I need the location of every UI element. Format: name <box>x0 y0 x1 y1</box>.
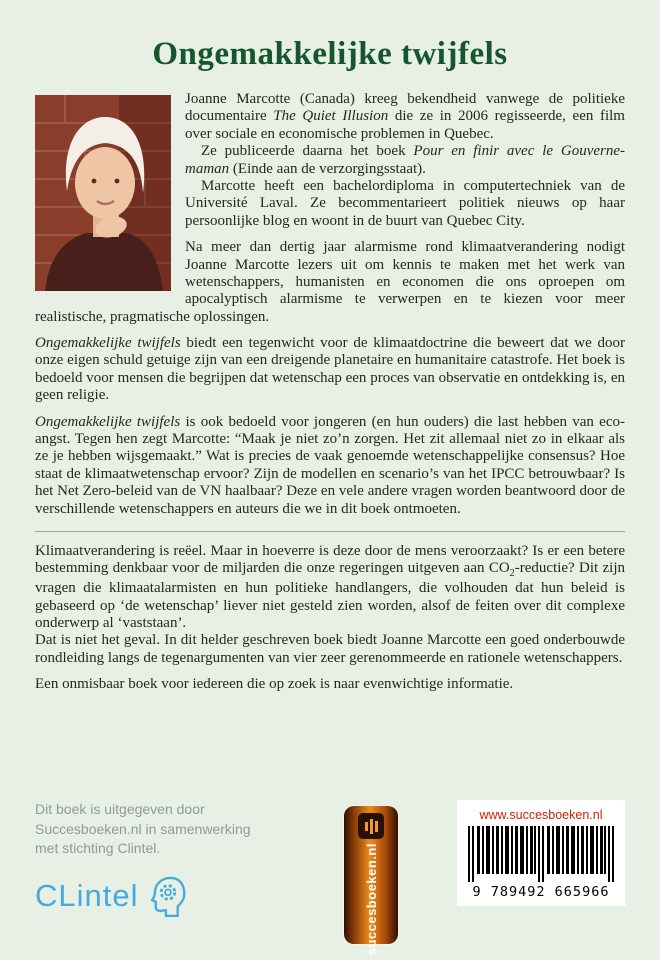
paragraph-climate-answer: Dat is niet het geval. In dit helder geschreven boek biedt Joanne Marcotte een goed onderbouwde rondleiding langs de tegenargumenten van vier zeer gerenommeerde en rationele wetenschappers. <box>35 632 625 666</box>
clintel-wordmark: CLintel <box>35 877 139 913</box>
paragraph-intro: Na meer dan dertig jaar alarmisme rond klimaatverandering nodigt Joanne Marcotte lezers uit om kennis te maken met het werk van wetenschappers, humanisten en economen die ons oproepen om apocalyptisch alarmisme te verwerpen en te kiezen voor meer realistische, pragmatische oplossingen. <box>35 239 625 325</box>
publisher-note-line: Dit boek is uitgegeven door <box>35 801 205 817</box>
clintel-logo <box>35 875 285 917</box>
author-photo <box>35 95 171 291</box>
bio-paragraph-1: Joanne Marcotte (Canada) kreeg bekendheid vanwege de politieke documentaire The Quiet Illusion die ze in 2006 regisseerde, een film over sociale en economische problemen in Quebec. <box>185 91 625 142</box>
publisher-note <box>35 800 285 859</box>
cover-text-block <box>0 73 660 694</box>
author-portrait-image <box>35 95 171 291</box>
publisher-info <box>35 800 285 917</box>
spine-bars-icon <box>358 813 384 839</box>
bio-paragraph-3: Marcotte heeft een bachelordiploma in computertechniek van de Université Laval. Ze becommentarieert politiek nieuws op haar persoonlijke blog en woont in de buurt van Quebec City. <box>185 177 625 229</box>
bio-paragraph-2: Ze publiceerde daarna het boek Pour en finir avec le Gouverne-maman (Einde aan de verzorgingsstaat). <box>185 143 626 177</box>
spine-wordmark: succesboeken.nl <box>363 843 379 956</box>
thinking-head-gear-icon <box>149 875 187 917</box>
publisher-footer <box>35 800 625 956</box>
paragraph-climate-questions: Klimaatverandering is reëel. Maar in hoeverre is deze door de mens veroorzaakt? Is er een betere bestemming denkbaar voor de miljarden die onze regeringen uitgeven aan $CO_2$-reductie? Dit zijn vragen die klimaatalarmisten en hun politieke handlangers, die volhouden dat hun beleid is gebaseerd op ‘de wetenschap’ liever niet gesteld zien worden, alsof de feiten over dit complexe onderwerp al ‘vaststaan’. <box>35 542 625 631</box>
succesboeken-spine-logo <box>344 806 398 956</box>
barcode-url-text: www.succesboeken.nl <box>479 808 603 822</box>
publisher-note-line: Succesboeken.nl in samenwerking <box>35 820 251 837</box>
paragraph-youth: Ongemakkelijke twijfels is ook bedoeld voor jongeren (en hun ouders) die last hebben van eco-angst. Tegen hen zegt Marcotte: “Maak je niet zo’n zorgen. Het zit allemaal niet zo in elkaar als ze je hebben wijsgemaakt.” Wat is precies de vaak genoemde wetenschappelijke consensus? Hoe staat de klimaatwetenschap ervoor? Zijn de modellen en scenario’s van het IPCC betrouwbaar? Is het Net Zero-beleid van de VN haalbaar? Deze en vele andere vragen worden beantwoord door de verschillende wetenschappers en auteurs die we in dit boek ontmoeten. <box>35 413 625 517</box>
book-title: Ongemakkelijke twijfels <box>152 36 508 72</box>
barcode-panel <box>457 800 625 906</box>
barcode-number: 9 789492 665966 <box>472 884 610 900</box>
publisher-note-line: met stichting Clintel. <box>35 840 161 857</box>
paragraph-counterweight: Ongemakkelijke twijfels biedt een tegenwicht voor de klimaatdoctrine die beweert dat we door onze eigen schuld getuige zijn van een dreigende planetaire en humanitaire catastrofe. Het boek is bedoeld voor mensen die begrijpen dat wetenschap een proces van observatie en ontdekking is, en geen religie. <box>35 335 625 404</box>
section-divider <box>35 531 625 532</box>
barcode-bars-icon <box>466 826 616 882</box>
paragraph-closing: Een onmisbaar boek voor iedereen die op zoek is naar evenwichtige informatie. <box>35 676 514 693</box>
